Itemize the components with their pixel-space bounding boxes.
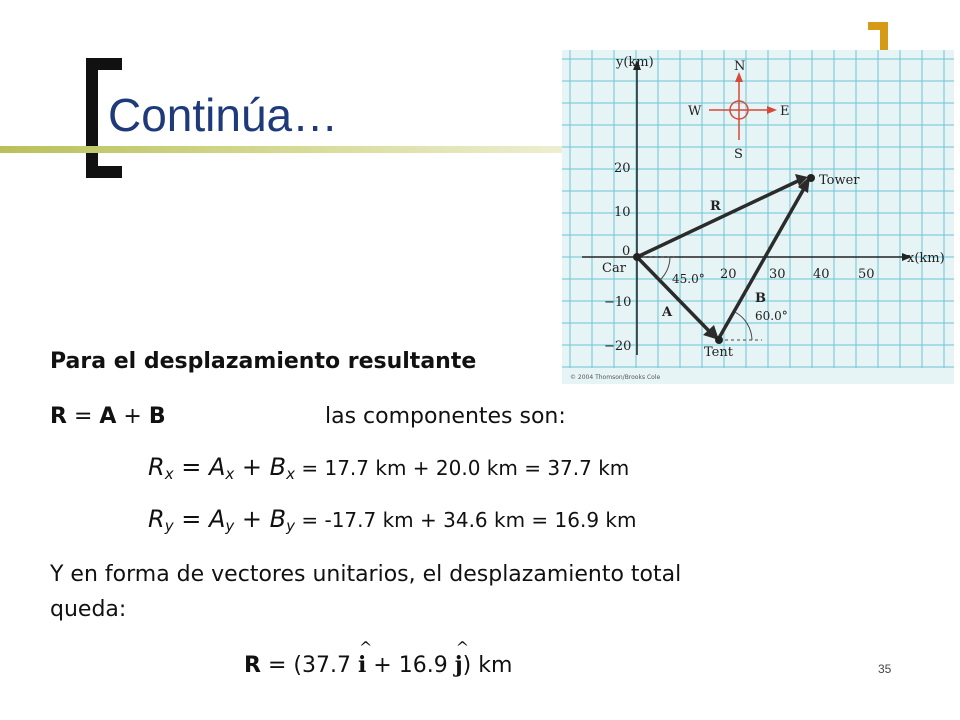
svg-text:W: W — [688, 104, 702, 119]
slide-title: Continúa… — [108, 89, 339, 141]
car-point — [633, 253, 641, 261]
unit-vectors-text-2: queda: — [50, 597, 127, 622]
x-tick: 40 — [813, 267, 830, 282]
corner-mark — [868, 22, 888, 50]
y-tick: 0 — [622, 244, 631, 259]
x-tick: 50 — [858, 267, 875, 282]
vector-diagram — [562, 50, 954, 384]
svg-text:N: N — [734, 59, 746, 74]
y-axis-label: y(km) — [616, 55, 654, 70]
final-result: R = (37.7 ^ i + 16.9 ^ j) km — [244, 652, 512, 678]
title-bracket-top — [86, 58, 122, 70]
title-bracket — [86, 58, 98, 178]
title-bracket-bottom — [86, 166, 122, 178]
x-axis-label: x(km) — [907, 251, 945, 266]
unit-i-icon: ^ i — [358, 652, 366, 678]
figure-credit: © 2004 Thomson/Brooks Cole — [570, 374, 661, 381]
tower-label: Tower — [819, 173, 860, 188]
car-label: Car — [602, 261, 626, 276]
tent-label: Tent — [704, 345, 733, 360]
vector-r-label: R — [710, 199, 721, 214]
svg-text:E: E — [780, 104, 790, 119]
vector-b-label: B — [755, 291, 766, 306]
vector-r — [637, 180, 800, 257]
title-rule — [0, 146, 575, 153]
y-tick: 10 — [614, 205, 631, 220]
ry-equation: $R_y = A_y + B_y = -17.7$ km + 34.6 km = 16.9 km — [148, 505, 637, 535]
tower-point — [807, 174, 815, 182]
vector-a-label: A — [662, 305, 673, 320]
unit-vectors-text-1: Y en forma de vectores unitarios, el desplazamiento total — [50, 562, 682, 587]
x-tick: 30 — [769, 267, 786, 282]
page-number: 35 — [878, 662, 892, 676]
rx-equation: $R_x = A_x + B_x = 17.7$ km + 20.0 km = 37.7 km — [148, 453, 630, 483]
vector-sum-line: R = A + B — [50, 404, 166, 429]
x-tick: 20 — [720, 267, 737, 282]
y-tick: −10 — [604, 295, 632, 310]
components-text: las componentes son: — [325, 404, 566, 429]
vector-a — [637, 257, 710, 332]
y-tick: −20 — [604, 339, 632, 354]
angle-a-label: 45.0° — [672, 272, 705, 286]
svg-text:S: S — [734, 147, 743, 162]
unit-j-icon: ^ j — [455, 652, 463, 678]
angle-b-label: 60.0° — [755, 309, 788, 323]
section-heading: Para el desplazamiento resultante — [50, 349, 477, 374]
tent-point — [715, 336, 723, 344]
y-tick: 20 — [614, 161, 631, 176]
